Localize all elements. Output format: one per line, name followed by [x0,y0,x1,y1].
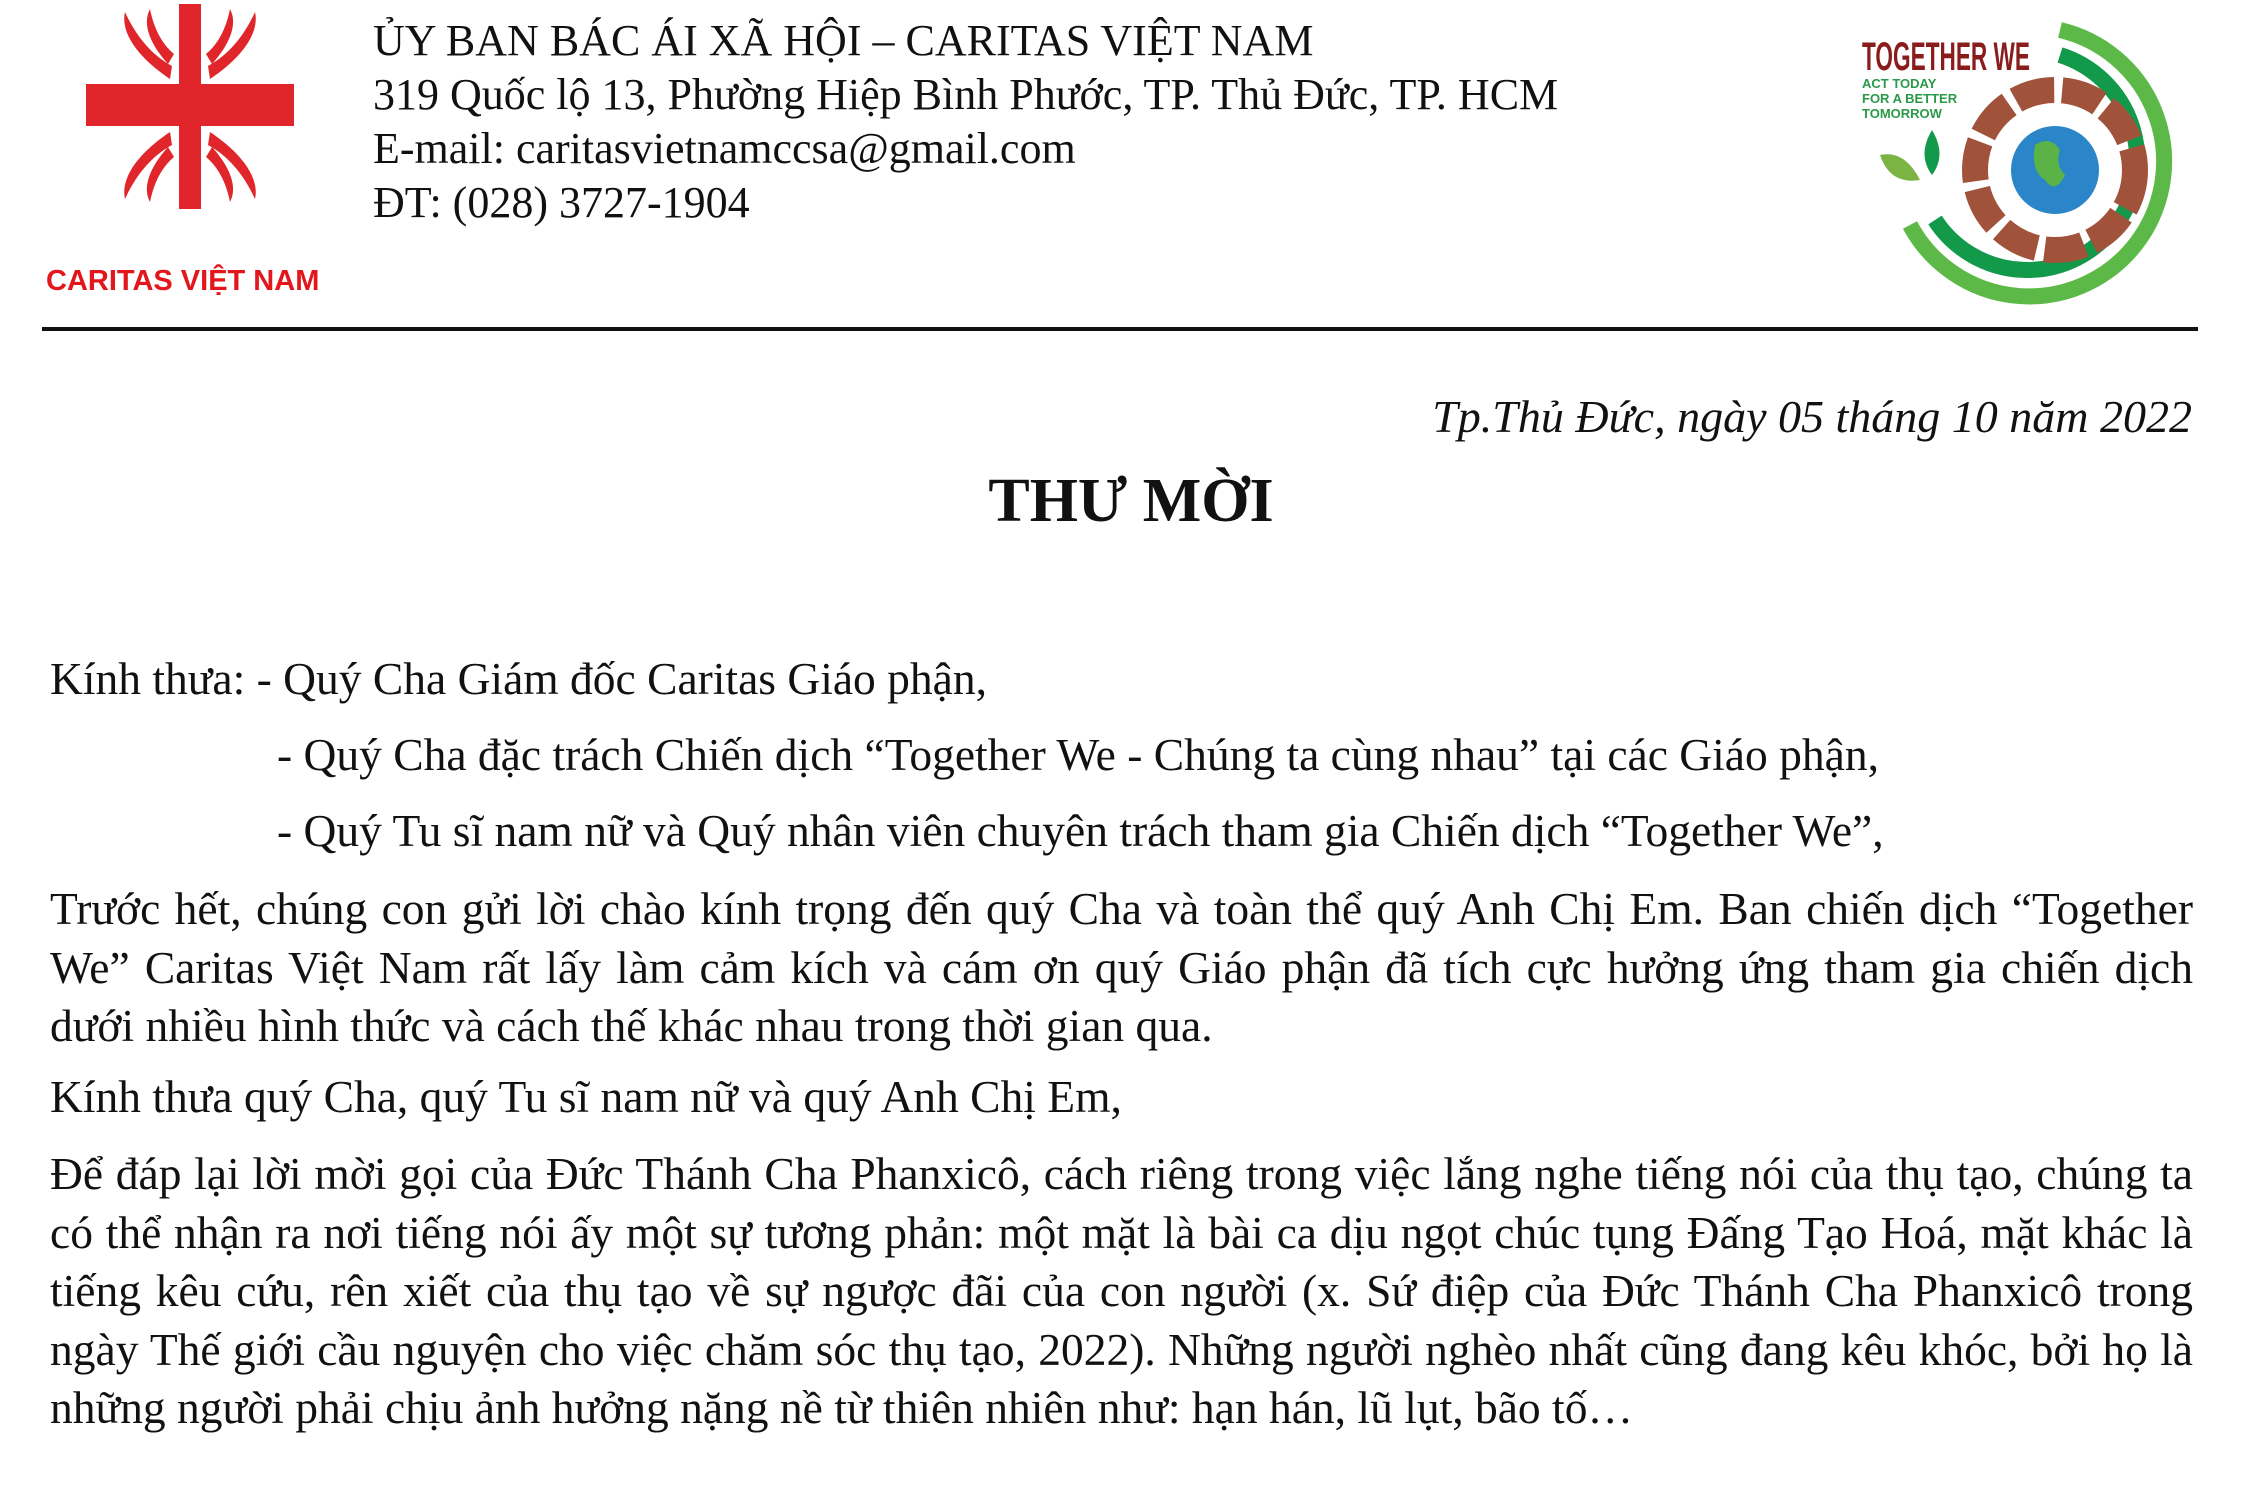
org-address: 319 Quốc lộ 13, Phường Hiệp Bình Phước, TP. Thủ Đức, TP. HCM [373,70,1559,119]
caritas-logo [80,4,300,209]
letter-date: Tp.Thủ Đức, ngày 05 tháng 10 năm 2022 [1432,391,2192,442]
logo-tagline-2: FOR A BETTER [1862,91,1958,106]
logo-title: TOGETHER WE [1862,35,2030,79]
org-phone: ĐT: (028) 3727-1904 [373,178,750,227]
salutation-2: - Quý Cha đặc trách Chiến dịch “Together We - Chúng ta cùng nhau” tại các Giáo phận, [277,729,1879,780]
paragraph-2: Để đáp lại lời mời gọi của Đức Thánh Cha Phanxicô, cách riêng trong việc lắng nghe tiếng nói của thụ tạo, chúng ta có thể nhận ra nơi tiếng nói ấy một sự tương phản: một mặt là bài ca dịu ngọt chúc tụng Đấng Tạo Hoá, mặt khác là tiếng kêu cứu, rên xiết của thụ tạo về sự ngược đãi của con người (x. Sứ điệp của Đức Thánh Cha Phanxicô trong ngày Thế giới cầu nguyện cho việc chăm sóc thụ tạo, 2022). Những người nghèo nhất cũng đang kêu khóc, bởi họ là những người phải chịu ảnh hưởng nặng nề từ thiên nhiên như: hạn hán, lũ lụt, bão tố… [50,1148,2193,1433]
org-name: ỦY BAN BÁC ÁI XÃ HỘI – CARITAS VIỆT NAM [373,16,1314,65]
caritas-logo-caption: CARITAS VIỆT NAM [46,265,320,297]
org-email: E-mail: caritasvietnamccsa@gmail.com [373,124,1076,173]
logo-tagline-1: ACT TODAY [1862,76,1937,91]
letter-title: THƯ MỜI [988,467,1274,535]
salutation-3: - Quý Tu sĩ nam nữ và Quý nhân viên chuyên trách tham gia Chiến dịch “Together We”, [277,805,1884,856]
salutation-1: Kính thưa: - Quý Cha Giám đốc Caritas Giáo phận, [50,653,987,704]
paragraph-1: Trước hết, chúng con gửi lời chào kính trọng đến quý Cha và toàn thể quý Anh Chị Em. Ban chiến dịch “Together We” Caritas Việt Nam rất lấy làm cảm kích và cám ơn quý Giáo phận đã tích cực hưởng ứng tham gia chiến dịch dưới nhiều hình thức và cách thế khác nhau trong thời gian qua. [50,883,2193,1051]
header-divider [42,327,2198,331]
greeting-2: Kính thưa quý Cha, quý Tu sĩ nam nữ và quý Anh Chị Em, [50,1071,1122,1122]
logo-tagline-3: TOMORROW [1862,106,1942,121]
together-we-logo [1860,20,2200,310]
